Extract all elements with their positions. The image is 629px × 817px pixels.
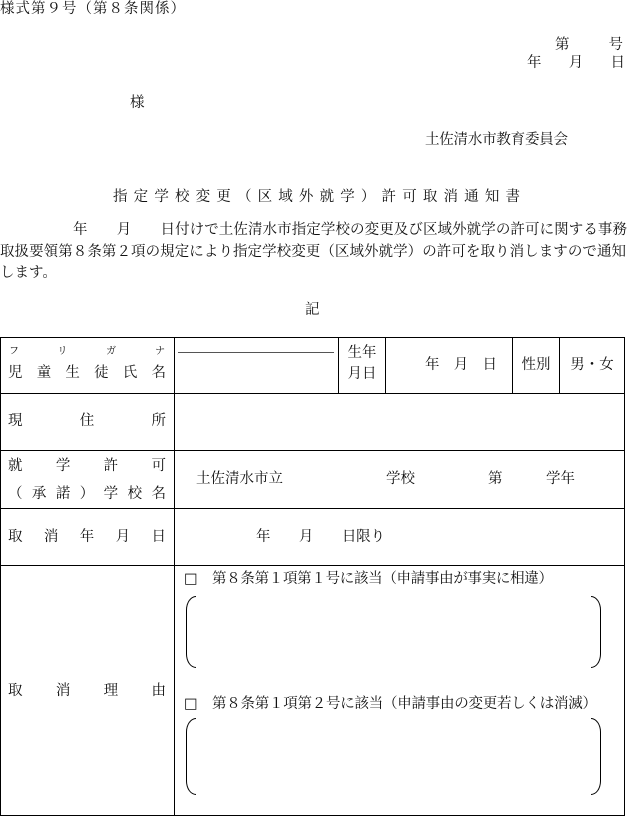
grade-suffix: 学年 [546, 471, 575, 487]
cancel-reason-label: 取消理由 [8, 683, 200, 699]
addressee-honorific: 様 [130, 95, 145, 111]
right-bracket [591, 718, 601, 795]
address-field[interactable] [174, 393, 625, 451]
address-label-cell [0, 393, 224, 451]
left-bracket [186, 596, 196, 668]
sex-field[interactable] [559, 337, 625, 394]
document-title: 指定学校変更（区域外就学）許可取消通知書 [113, 189, 527, 205]
furigana-label: フリガナ [9, 346, 204, 357]
reason-1-text: 第８条第１項第１号に該当（申請事由が事実に相違） [212, 571, 553, 587]
form-number: 様式第９号（第８条関係） [0, 1, 186, 17]
school-city-prefix: 土佐清水市立 [196, 471, 283, 487]
body-line-2: 取扱要領第８条第２項の規定により指定学校変更（区域外就学）の許可を取り消しますので通知 [0, 244, 627, 260]
reason-2-checkbox[interactable]: □ [184, 696, 198, 712]
issuer-name: 土佐清水市教育委員会 [425, 132, 568, 148]
reason-1-checkbox[interactable]: □ [184, 571, 198, 587]
school-label-cell [0, 450, 200, 509]
document-number: 第 号 [555, 37, 627, 53]
document-date: 年 月 日 [527, 55, 625, 71]
student-name-label-cell [0, 337, 204, 394]
cancel-reason-field [174, 565, 625, 816]
body-line-3: します。 [0, 265, 57, 281]
student-name-field[interactable] [174, 337, 339, 394]
school-suffix: 学校 [386, 471, 415, 487]
cancel-date-field[interactable] [174, 508, 625, 566]
birth-date-label: 生年月日 [347, 345, 377, 382]
furigana-divider [178, 352, 334, 353]
cancel-date-label: 取消年月日 [8, 529, 188, 545]
left-bracket [186, 718, 196, 795]
address-label: 現住所 [8, 413, 224, 429]
right-bracket [591, 596, 601, 668]
reason-1-detail-box[interactable] [186, 596, 601, 668]
cancel-date-value: 年 月 日限り [256, 529, 385, 545]
sex-label: 性別 [521, 357, 551, 373]
birth-date-field[interactable] [385, 337, 513, 394]
form-table [0, 337, 625, 816]
student-name-label: 児童生徒氏名 [8, 365, 181, 381]
birth-date-label-cell [338, 337, 386, 394]
sex-label-cell [512, 337, 560, 394]
school-label-line-1: 就学許可 [8, 458, 200, 474]
body-line-1: 年 月 日付けで土佐清水市指定学校の変更及び区域外就学の許可に関する事務 [73, 222, 628, 238]
birth-date-format: 年 月 日 [425, 357, 497, 373]
reason-2-text: 第８条第１項第２号に該当（申請事由の変更若しくは消滅） [212, 696, 597, 712]
cancel-reason-label-cell [0, 565, 200, 816]
note-heading: 記 [305, 302, 320, 318]
reason-2-detail-box[interactable] [186, 718, 601, 795]
school-label-line-2: （承諾）学校名 [8, 486, 176, 502]
grade-prefix: 第 [488, 471, 503, 487]
cancel-date-label-cell [0, 508, 188, 566]
school-field[interactable] [174, 450, 625, 509]
sex-options: 男・女 [570, 357, 614, 373]
